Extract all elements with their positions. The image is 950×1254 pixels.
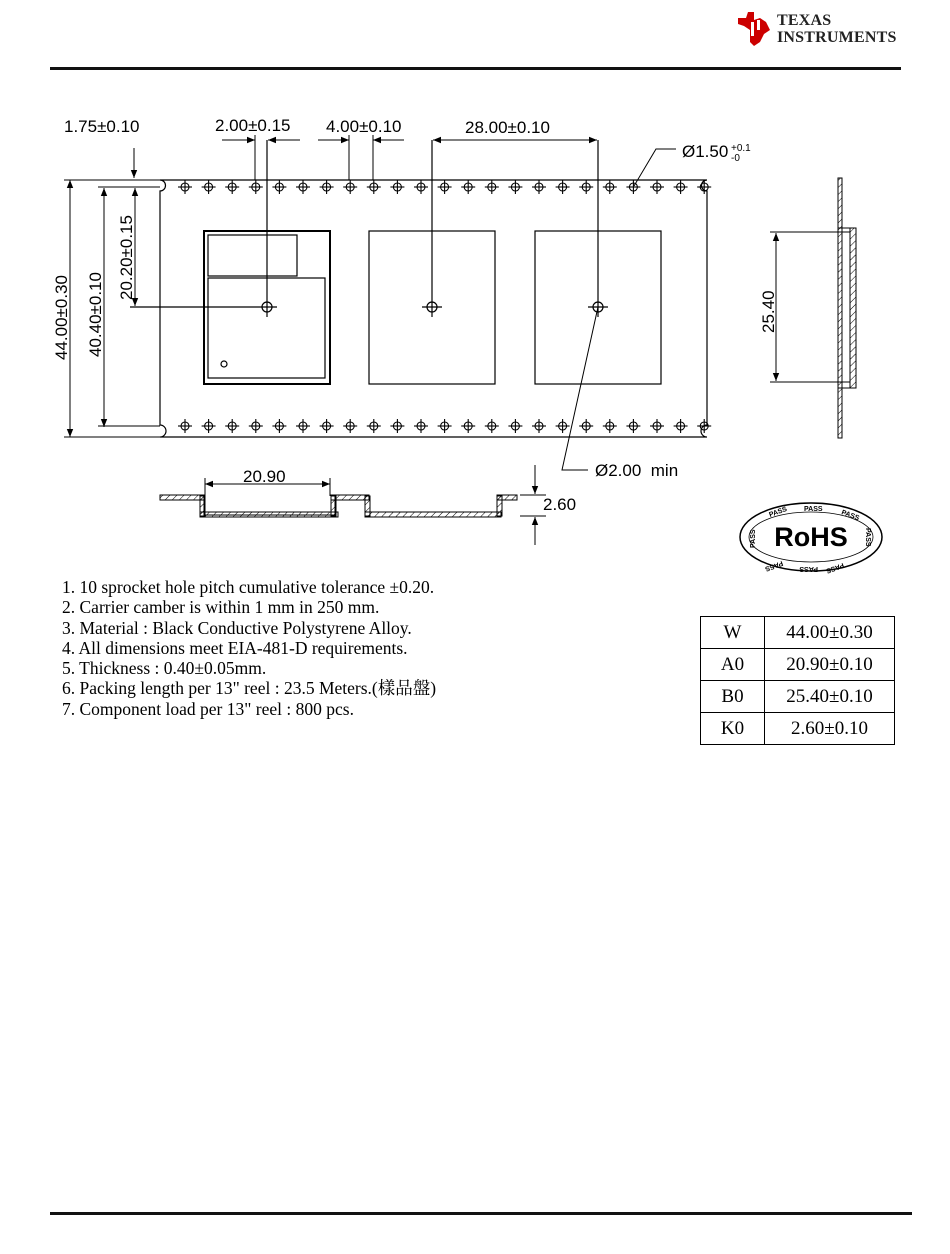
rohs-badge (740, 503, 882, 574)
dim-pocket-pitch: 28.00±0.10 (465, 118, 550, 137)
sprocket-hole (367, 419, 381, 433)
spec-key: B0 (701, 681, 765, 713)
rohs-label: RoHS (774, 522, 848, 552)
sprocket-hole (579, 180, 593, 194)
sprocket-hole (414, 180, 428, 194)
spec-key: W (701, 617, 765, 649)
sprocket-hole (320, 180, 334, 194)
sprocket-hole (556, 419, 570, 433)
sprocket-hole (202, 180, 216, 194)
note-item: 2. Carrier camber is within 1 mm in 250 mm. (62, 597, 380, 618)
rohs-pass-2: PASS (804, 506, 823, 513)
dim-hole-pitch: 4.00±0.10 (326, 117, 402, 136)
pocket-1-label-area (208, 235, 297, 276)
sprocket-hole (508, 180, 522, 194)
sprocket-hole (532, 180, 546, 194)
sprocket-hole (272, 419, 286, 433)
pocket-center-marks (257, 297, 608, 317)
sprocket-hole (225, 419, 239, 433)
sprocket-hole (320, 419, 334, 433)
sprocket-hole (461, 180, 475, 194)
sprocket-hole (414, 419, 428, 433)
dim-hole-diameter: Ø1.50 (682, 142, 729, 161)
sprocket-hole (178, 180, 192, 194)
sprocket-hole (390, 419, 404, 433)
spec-value: 2.60±0.10 (765, 713, 895, 745)
table-row (701, 649, 895, 681)
carrier-tape-drawing (0, 0, 950, 600)
rohs-pass-8: PASS (750, 529, 757, 548)
sprocket-hole (343, 419, 357, 433)
note-item: 3. Material : Black Conductive Polystyrene Alloy. (62, 617, 412, 638)
logo-line1: TEXAS (777, 12, 832, 29)
spec-value: 20.90±0.10 (765, 649, 895, 681)
sprocket-hole (603, 419, 617, 433)
sprocket-hole (178, 419, 192, 433)
dim-pocket-length: 25.40 (759, 290, 778, 333)
tape-outline (160, 180, 707, 437)
sprocket-hole (674, 180, 688, 194)
sprocket-hole (367, 180, 381, 194)
dim-edge-to-hole: 1.75±0.10 (64, 117, 140, 136)
cross-section (160, 465, 546, 545)
dim-hole-to-pocket: 2.00±0.15 (215, 116, 291, 135)
sprocket-hole (579, 419, 593, 433)
dim-pocket-width: 20.90 (243, 467, 286, 486)
rohs-pass-6: PASS (799, 565, 818, 572)
sprocket-hole (650, 419, 664, 433)
note-item: 1. 10 sprocket hole pitch cumulative tolerance ±0.20. (62, 577, 435, 597)
spec-key: A0 (701, 649, 765, 681)
note-item: 6. Packing length per 13" reel : 23.5 Meters.(樣品盤) (62, 678, 437, 699)
pin1-marker (221, 361, 227, 367)
table-row (701, 713, 895, 745)
rohs-pass-7: PASS (763, 559, 784, 573)
sprocket-hole (697, 419, 711, 433)
rohs-pass-3: PASS (840, 509, 861, 523)
spec-table (700, 616, 895, 745)
sprocket-hole (603, 180, 617, 194)
sprocket-hole (485, 419, 499, 433)
sprocket-hole (249, 419, 263, 433)
dim-width-total: 44.00±0.30 (52, 275, 71, 360)
sprocket-hole (461, 419, 475, 433)
dim-hole-to-center: 20.20±0.15 (117, 215, 136, 300)
sprocket-hole (202, 419, 216, 433)
dim-hole-span: 40.40±0.10 (86, 272, 105, 357)
dim-hole-tol-minus: -0 (731, 153, 740, 164)
logo-line2: INSTRUMENTS (777, 29, 897, 46)
spec-key: K0 (701, 713, 765, 745)
sprocket-hole (390, 180, 404, 194)
sprocket-hole (438, 419, 452, 433)
sprocket-hole (272, 180, 286, 194)
side-view (770, 178, 856, 438)
sprocket-hole (674, 419, 688, 433)
sprocket-hole (249, 180, 263, 194)
sprocket-hole (296, 419, 310, 433)
dim-pocket-depth: 2.60 (543, 495, 577, 514)
sprocket-hole (556, 180, 570, 194)
dim-hole-tol-plus: +0.1 (731, 143, 751, 154)
spec-value: 44.00±0.30 (765, 617, 895, 649)
sprocket-hole (485, 180, 499, 194)
rohs-pass-1: PASS (768, 505, 789, 519)
sprocket-hole (343, 180, 357, 194)
sprocket-hole (296, 180, 310, 194)
table-row (701, 681, 895, 713)
sprocket-hole (650, 180, 664, 194)
spec-value: 25.40±0.10 (765, 681, 895, 713)
sprocket-hole (225, 180, 239, 194)
sprocket-hole (626, 180, 640, 194)
sprocket-hole (508, 419, 522, 433)
sprocket-hole (532, 419, 546, 433)
sprocket-hole (697, 180, 711, 194)
rohs-pass-4: PASS (864, 528, 871, 547)
sprocket-hole (438, 180, 452, 194)
note-item: 7. Component load per 13" reel : 800 pcs. (62, 698, 354, 719)
table-row (701, 617, 895, 649)
dim-pocket-hole: Ø2.00 min (595, 461, 679, 480)
rohs-pass-5: PASS (824, 561, 845, 575)
sprocket-hole (626, 419, 640, 433)
notes-list (62, 577, 436, 719)
footer-rule (50, 1212, 912, 1215)
note-item: 4. All dimensions meet EIA-481-D requirements. (62, 637, 408, 658)
note-item: 5. Thickness : 0.40±0.05mm. (62, 658, 267, 679)
